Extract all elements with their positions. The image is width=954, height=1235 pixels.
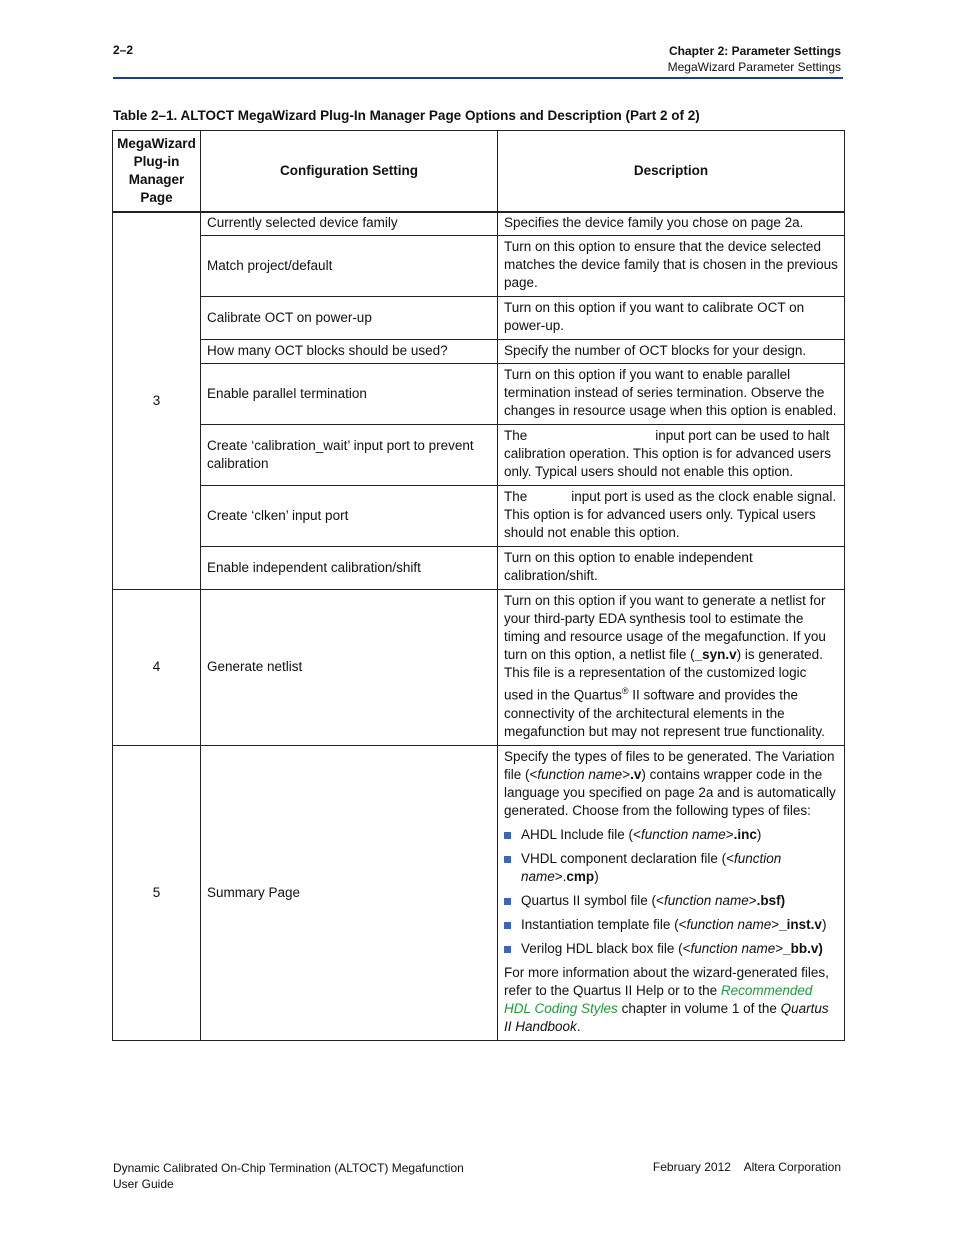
list-item [504,850,838,886]
desc-text: Instantiation template file (< [521,916,687,932]
desc-text: >. [554,868,567,884]
function-name: function name [663,892,749,908]
config-cell: How many OCT blocks should be used? [201,340,498,364]
footer-doc-title [113,1160,464,1192]
table-row [113,236,845,297]
col-header-page-line: Plug-in [133,154,180,169]
config-cell: Currently selected device family [201,212,498,236]
config-cell: Match project/default [201,236,498,297]
table-row [113,486,845,547]
desc-text: Specify the types of files to be generated. The Variation file (< [504,748,835,782]
desc-text: AHDL Include file (< [521,826,641,842]
list-item [504,940,838,958]
bullet-square-icon [504,856,511,863]
desc-text: > [725,826,734,842]
table-row [113,364,845,425]
desc-cell: Turn on this option to enable independent calibration/shift. [498,547,845,590]
desc-text: ) [756,826,762,842]
page-number: 2–2 [113,43,134,57]
list-item [504,826,838,844]
book-title: Quartus II Handbook [504,1000,829,1034]
function-name: function name [521,850,782,884]
page-cell: 4 [113,590,201,746]
desc-text: The [504,428,528,443]
desc-cell: Turn on this option if you want to enable parallel termination instead of series termination. Observe the changes in resource usage when this option is enabled. [498,364,845,425]
bullet-square-icon [504,922,511,929]
header-rule [113,77,843,79]
desc-text: chapter in volume 1 of the [617,1000,781,1016]
config-cell: Summary Page [201,745,498,1040]
desc-text: ) [594,868,599,884]
page-cell: 5 [113,745,201,1040]
file-ext: .v [630,766,642,782]
chapter-title: Chapter 2: Parameter Settings [668,44,841,58]
desc-text: > [771,916,780,932]
desc-text: > [622,766,631,782]
config-cell: Enable independent calibration/shift [201,547,498,590]
config-cell: Create ‘calibration_wait’ input port to prevent calibration [201,425,498,486]
function-name: function name [640,826,726,842]
table-row [113,547,845,590]
function-name: function name [690,940,776,956]
summary-intro [504,748,838,820]
function-name: function name [686,916,772,932]
col-header-desc: Description [498,131,845,213]
bullet-square-icon [504,898,511,905]
desc-text: > [748,892,757,908]
table-row [113,590,845,746]
desc-cell [498,590,845,746]
desc-cell [498,425,845,486]
desc-cell [498,486,845,547]
recommended-hdl-link[interactable]: Recommended HDL Coding Styles [504,982,813,1016]
file-ext: .bsf) [756,892,786,908]
running-header [668,43,841,75]
table-row [113,297,845,340]
desc-text: VHDL component declaration file (< [521,850,734,866]
options-table [112,130,845,1041]
desc-text: ) [821,916,827,932]
table-header-row [113,131,845,213]
col-header-page-line: Manager [128,172,185,187]
desc-text: input port is used as the clock enable signal. This option is for advanced users only. Typical users should not enable this option. [504,489,837,540]
desc-text: Quartus II symbol file (< [521,892,664,908]
summary-more-info [504,964,838,1036]
footer-date-company: February 2012 Altera Corporation [652,1160,841,1174]
desc-text: ) contains wrapper code in the language you specified on page 2a and is automatically generated. Choose from the following types of files: [504,766,836,818]
col-header-page-line: MegaWizard [117,136,196,151]
desc-cell: Specify the number of OCT blocks for your design. [498,340,845,364]
desc-text: > [775,940,784,956]
function-name: function name [537,766,623,782]
col-header-config: Configuration Setting [201,131,498,213]
table-row [113,212,845,236]
config-cell: Enable parallel termination [201,364,498,425]
footer-subtitle: User Guide [113,1177,174,1191]
col-header-page-line: Page [140,190,173,205]
bullet-square-icon [504,946,511,953]
table-row [113,425,845,486]
desc-text: Turn on this option if you want to generate a netlist for your third-party EDA synthesis tool to estimate the timing and resource usage of the megafunction. If you turn on this option, a netlist file ( [504,593,826,662]
file-ext: _bb.v) [783,940,823,956]
table-row [113,340,845,364]
file-name: _syn.v [694,647,737,662]
desc-cell: Turn on this option if you want to calibrate OCT on power-up. [498,297,845,340]
desc-cell: Turn on this option to ensure that the device selected matches the device family that is chosen in the previous page. [498,236,845,297]
file-ext: cmp [566,868,595,884]
desc-text: The [504,489,528,504]
desc-text: Verilog HDL black box file (< [521,940,691,956]
registered-mark: ® [621,686,629,696]
bullet-square-icon [504,832,511,839]
page-cell: 3 [113,212,201,590]
footer-title: Dynamic Calibrated On-Chip Termination (ALTOCT) Megafunction [113,1161,464,1175]
col-header-page [113,131,201,213]
config-cell: Create ‘clken’ input port [201,486,498,547]
file-ext: .inc [733,826,757,842]
table-row [113,745,845,1040]
desc-text: For more information about the wizard-generated files, refer to the Quartus II Help or to the [504,964,829,998]
config-cell: Generate netlist [201,590,498,746]
desc-text: II software and provides the connectivity of the architectural elements in the megafunction but may not represent true functionality. [504,687,825,739]
desc-text: ) is generated. This file is a representation of the customized logic used in the Quartus [504,647,823,703]
desc-cell [498,745,845,1040]
section-title: MegaWizard Parameter Settings [667,60,841,74]
list-item [504,892,838,910]
config-cell: Calibrate OCT on power-up [201,297,498,340]
list-item [504,916,838,934]
table-caption: Table 2–1. ALTOCT MegaWizard Plug-In Manager Page Options and Description (Part 2 of 2) [113,108,700,123]
desc-cell: Specifies the device family you chose on page 2a. [498,212,845,236]
desc-text: input port can be used to halt calibration operation. This option is for advanced users only. Typical users should not enable this option. [504,428,831,479]
file-ext: _inst.v [779,916,822,932]
desc-text: . [576,1018,581,1034]
